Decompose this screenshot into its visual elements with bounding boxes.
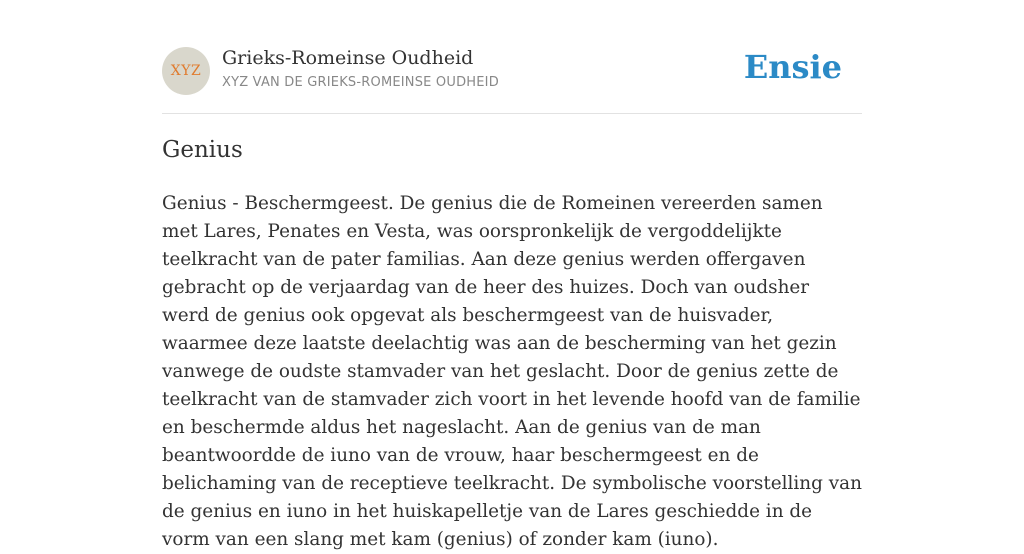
header-divider (162, 113, 862, 114)
source-title[interactable]: Grieks-Romeinse Oudheid (222, 47, 474, 69)
avatar: XYZ (162, 47, 210, 95)
header (162, 46, 862, 96)
ensie-logo[interactable]: Ensie (743, 48, 842, 86)
source-subtitle: XYZ VAN DE GRIEKS-ROMEINSE OUDHEID (222, 75, 499, 90)
definition-text: Genius - Beschermgeest. De genius die de Romeinen vereerden samen met Lares, Penates en Vesta, was oorspronkelijk de vergoddelijkte teelkracht van de pater familias. Aan deze genius werden offergaven gebracht op de verjaardag van de heer des huizes. Doch van oudsher werd de genius ook opgevat als beschermgeest van de huisvader, waarmee deze laatste deelachtig was aan de bescherming van het gezin vanwege de oudste stamvader van het geslacht. Door de genius zette de teelkracht van de stamvader zich voort in het levende hoofd van de familie en beschermde aldus het nageslacht. Aan de genius van de man beantwoordde de iuno van de vrouw, haar beschermgeest en de belichaming van de receptieve teelkracht. De symbolische voorstelling van de genius en iuno in het huiskapelletje van de Lares geschiedde in de vorm van een slang met kam (genius) of zonder kam (iuno). (162, 193, 862, 550)
page-title: Genius (162, 137, 243, 163)
